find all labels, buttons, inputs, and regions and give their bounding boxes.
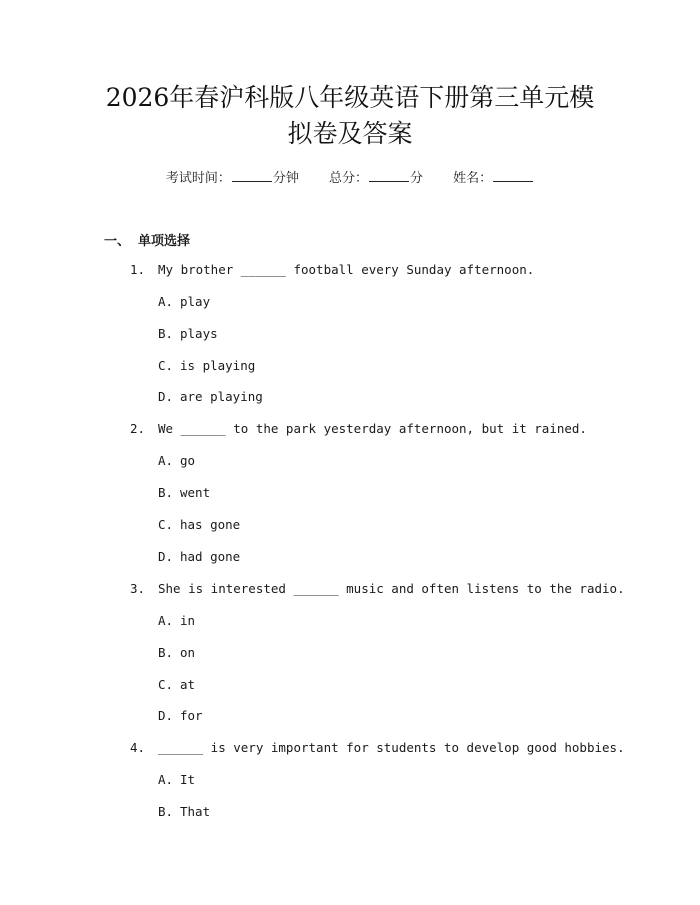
total-score-field — [329, 170, 423, 187]
option-text: That — [180, 804, 211, 819]
student-name-label: 姓名： — [453, 171, 493, 186]
option-text: are playing — [180, 389, 263, 404]
question-text: We ______ to the park yesterday afternoon, but it rained. — [158, 421, 587, 436]
option-letter: B. — [158, 326, 174, 341]
exam-time-blank — [232, 170, 272, 182]
option-text: is playing — [180, 358, 256, 373]
option-letter: A. — [158, 294, 174, 309]
section-title: 单项选择 — [138, 234, 191, 249]
question-text: She is interested ______ music and often listens to the radio. — [158, 581, 625, 596]
question-3-option-a — [158, 613, 195, 629]
question-2-option-d — [158, 549, 240, 565]
question-number: 2. — [130, 421, 146, 436]
option-text: go — [180, 453, 196, 468]
question-number: 1. — [130, 262, 146, 277]
question-number: 3. — [130, 581, 146, 596]
option-letter: A. — [158, 772, 174, 787]
question-2 — [130, 421, 587, 437]
question-3 — [130, 581, 625, 597]
option-letter: D. — [158, 389, 174, 404]
option-text: at — [180, 677, 196, 692]
question-1-option-c — [158, 358, 255, 374]
option-letter: D. — [158, 708, 174, 723]
exam-time-field — [166, 170, 299, 187]
option-letter: D. — [158, 549, 174, 564]
option-text: plays — [180, 326, 218, 341]
option-text: has gone — [180, 517, 241, 532]
option-letter: B. — [158, 645, 174, 660]
student-name-field — [453, 170, 534, 187]
option-letter: C. — [158, 517, 174, 532]
option-text: on — [180, 645, 196, 660]
option-letter: C. — [158, 358, 174, 373]
option-letter: A. — [158, 453, 174, 468]
question-3-option-d — [158, 708, 203, 724]
option-letter: C. — [158, 677, 174, 692]
page-title-line-2: 拟卷及答案 — [287, 119, 413, 148]
question-3-option-b — [158, 645, 195, 661]
question-text: My brother ______ football every Sunday afternoon. — [158, 262, 535, 277]
exam-info-row — [0, 170, 700, 187]
option-text: in — [180, 613, 196, 628]
total-score-unit: 分 — [410, 171, 424, 186]
option-text: had gone — [180, 549, 241, 564]
option-text: It — [180, 772, 196, 787]
question-4 — [130, 740, 625, 756]
total-score-blank — [369, 170, 409, 182]
section-heading — [104, 230, 190, 249]
question-number: 4. — [130, 740, 146, 755]
student-name-blank — [493, 170, 533, 182]
total-score-label: 总分： — [328, 171, 368, 186]
question-2-option-a — [158, 453, 195, 469]
question-1-option-b — [158, 326, 218, 342]
section-number: 一、 — [104, 234, 131, 249]
option-text: for — [180, 708, 203, 723]
question-1-option-d — [158, 389, 263, 405]
question-2-option-c — [158, 517, 240, 533]
question-3-option-c — [158, 677, 195, 693]
option-letter: A. — [158, 613, 174, 628]
question-4-option-b — [158, 804, 210, 820]
question-2-option-b — [158, 485, 210, 501]
option-text: went — [180, 485, 211, 500]
option-text: play — [180, 294, 211, 309]
option-letter: B. — [158, 485, 174, 500]
question-text: ______ is very important for students to develop good hobbies. — [158, 740, 625, 755]
exam-time-unit: 分钟 — [272, 171, 299, 186]
option-letter: B. — [158, 804, 174, 819]
exam-time-label: 考试时间： — [165, 171, 231, 186]
question-1 — [130, 262, 534, 278]
question-4-option-a — [158, 772, 195, 788]
question-1-option-a — [158, 294, 210, 310]
page-title-line-1: 2026年春沪科版八年级英语下册第三单元模 — [105, 83, 595, 112]
